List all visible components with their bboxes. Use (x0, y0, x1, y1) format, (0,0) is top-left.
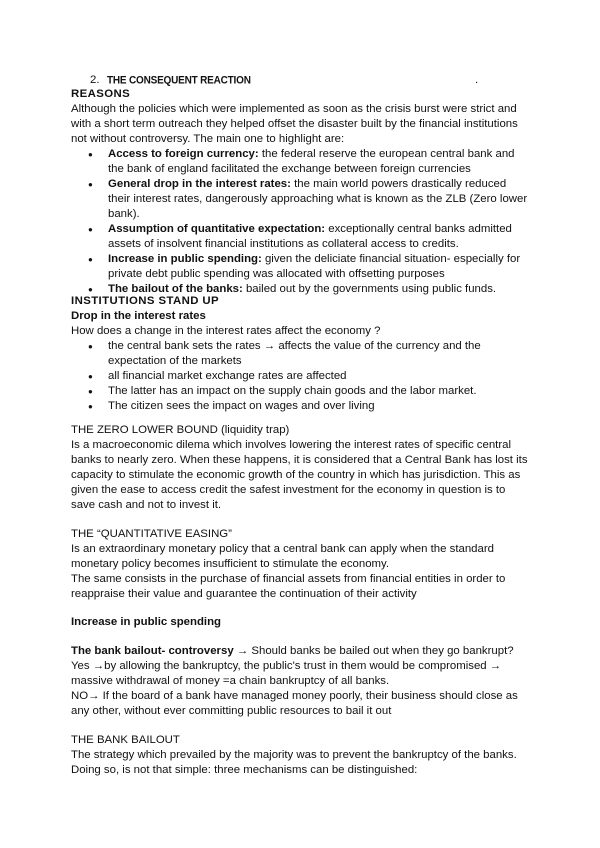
list-item-text: bailed out by the governments using public funds. (242, 283, 497, 295)
zlb-heading: THE ZERO LOWER BOUND (liquidity trap) (71, 424, 290, 436)
section-trailing-dot: . (475, 74, 479, 86)
list-item: ● The citizen sees the impact on wages and over living (71, 399, 531, 414)
list-item (71, 147, 531, 177)
institutions-subheading: Drop in the interest rates (71, 310, 206, 322)
list-item-text: exceptionally central banks admitted assets of insolvent financial institutions as collateral access to credits. (108, 223, 512, 250)
list-item-text: given the deliciate financial situation- especially for private debt public spending was allocated with offsetting purposes (108, 253, 521, 280)
reasons-intro: Although the policies which were implemented as soon as the crisis burst were strict and with a short term outreach they helped offset the disaster built by the financial institutions not without controversy. The main one to highlight are: (71, 103, 518, 145)
institutions-section (71, 294, 531, 414)
reasons-heading: REASONS (71, 88, 131, 100)
list-item-text: the federal reserve the european central bank and the bank of england facilitated the exchange between foreign currencies (108, 148, 515, 175)
list-item-term: Increase in public spending: (108, 253, 262, 265)
list-item: ● The latter has an impact on the supply chain goods and the labor market. (71, 384, 531, 399)
zlb-section (71, 423, 531, 513)
spending-section (71, 615, 531, 630)
institutions-question: How does a change in the interest rates affect the economy ? (71, 325, 381, 337)
section-number: 2. (90, 74, 100, 86)
reasons-list (71, 147, 531, 297)
qe-heading: THE “QUANTITATIVE EASING” (71, 528, 232, 540)
controversy-term: The bank bailout- controversy (71, 645, 234, 657)
qe-body-1: Is an extraordinary monetary policy that a central bank can apply when the standard monetary policy becomes insufficient to stimulate the economy. (71, 543, 494, 570)
controversy-question: → Should banks be bailed out when they go bankrupt? (233, 645, 514, 657)
zlb-body: Is a macroeconomic dilema which involves lowering the interest rates of specific central banks to nearly zero. When these happens, it is considered that a Central Bank has lost its capacity to stimulate the economic growth of the country in which has jurisdiction. This as given the ease to access credit the safest investment for the economy in question is to save cash and not to invest it. (71, 439, 528, 511)
controversy-section (71, 644, 531, 719)
qe-section (71, 527, 531, 602)
list-item: ● the central bank sets the rates → affects the value of the currency and the expectation of the markets (71, 339, 531, 369)
section-heading (90, 73, 490, 88)
list-item-text: the main world powers drastically reduced their interest rates, dangerously approaching what is known as the ZLB (Zero lower bank). (108, 178, 528, 220)
bailout-heading: THE BANK BAILOUT (71, 734, 180, 746)
list-item (71, 177, 531, 222)
controversy-line (71, 644, 531, 659)
bailout-body: The strategy which prevailed by the majority was to prevent the bankruptcy of the banks. Doing so, is not that simple: three mechanisms can be distinguished: (71, 749, 517, 776)
controversy-yes: Yes →by allowing the bankruptcy, the public's trust in them would be compromised → massive withdrawal of money =a chain bankruptcy of all banks. (71, 660, 502, 687)
list-item: ● all financial market exchange rates are affected (71, 369, 531, 384)
bailout-section (71, 733, 531, 778)
list-item (71, 222, 531, 252)
reasons-section (71, 87, 531, 297)
list-item-term: Access to foreign currency: (108, 148, 259, 160)
institutions-list (71, 339, 531, 414)
list-item-term: The bailout of the banks: (108, 283, 243, 295)
list-item-term: Assumption of quantitative expectation: (108, 223, 326, 235)
institutions-heading: INSTITUTIONS STAND UP (71, 295, 220, 307)
qe-body-2: The same consists in the purchase of financial assets from financial entities in order to reappraise their value and guarantee the continuation of their activity (71, 573, 506, 600)
controversy-no: NO→ If the board of a bank have managed money poorly, their business should close as any other, without ever committing public resources to bail it out (71, 690, 518, 717)
list-item (71, 252, 531, 282)
section-title: THE CONSEQUENT REACTION (107, 74, 251, 87)
spending-heading: Increase in public spending (71, 616, 222, 628)
list-item-term: General drop in the interest rates: (108, 178, 291, 190)
